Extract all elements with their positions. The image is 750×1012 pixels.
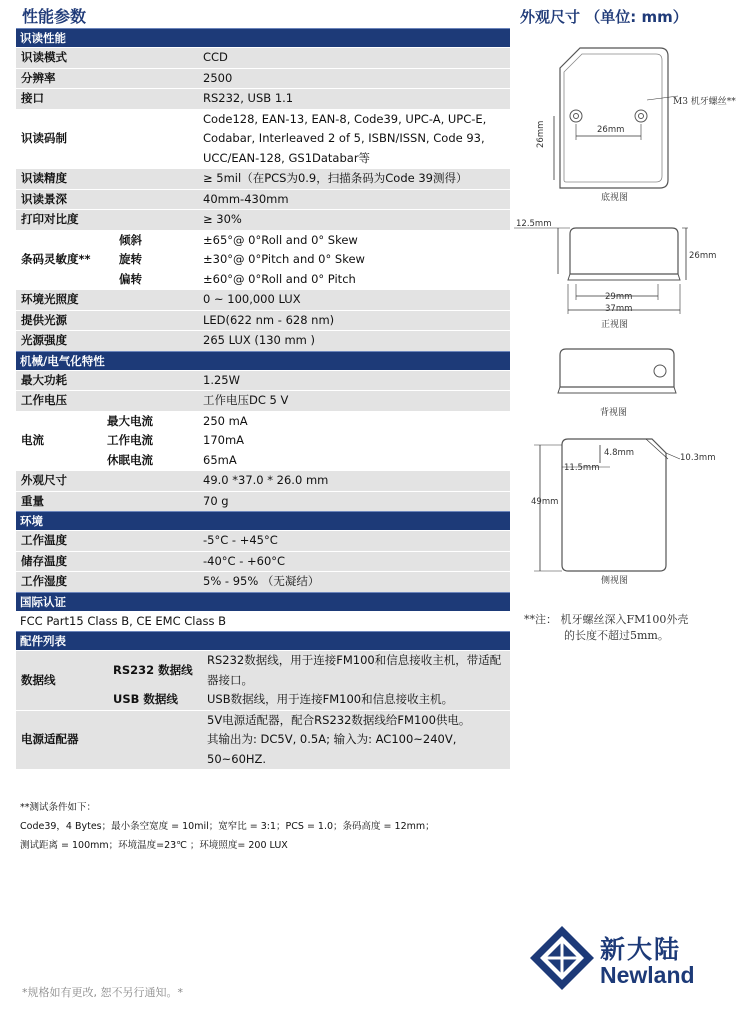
test-notes (20, 798, 435, 855)
row-value: 40mm-430mm (203, 191, 289, 206)
logo-cn: 新大陆 (600, 935, 682, 964)
sub-label: 休眠电流 (107, 452, 153, 467)
row-value: 5% - 95% （无凝结） (203, 574, 320, 588)
row-label: 工作湿度 (21, 574, 67, 588)
row-value: -5°C - +45°C (203, 533, 278, 547)
row-value: LED(622 nm - 628 nm) (203, 312, 335, 327)
row-value: 49.0 *37.0 * 26.0 mm (203, 473, 329, 487)
row-label: 打印对比度 (21, 212, 79, 226)
row-label: 提供光源 (21, 312, 67, 327)
table-row (16, 289, 510, 310)
row-value: ±65°@ 0°Roll and 0° Skew (203, 232, 358, 247)
bottom-view-caption: 底视图 (601, 193, 629, 203)
logo-en: Newland (600, 962, 695, 988)
footnote-line: **注： 机牙螺丝深入FM100外壳 (524, 613, 689, 626)
sub-label: 倾斜 (119, 232, 142, 247)
notes-line: Code39，4 Bytes；最小条空宽度 = 10mil；宽窄比 = 3:1；PCS = 1.0；条码高度 = 12mm； (20, 821, 435, 832)
dim-label: 26mm (536, 120, 546, 148)
row-label: 储存温度 (21, 553, 67, 568)
row-value: ±60°@ 0°Roll and 0° Pitch (203, 271, 356, 286)
row-value: 250 mA (203, 413, 248, 428)
spec-table (16, 28, 510, 769)
row-value: 50~60HZ. (207, 751, 267, 766)
dim-label: 10.3mm (680, 453, 716, 463)
row-label: 识读精度 (21, 171, 67, 185)
newland-logo-icon (528, 924, 596, 992)
row-value: 65mA (203, 452, 237, 467)
table-row (16, 88, 510, 109)
row-label: 光源强度 (21, 333, 67, 347)
footnote-line: 的长度不超过5mm。 (564, 629, 669, 642)
row-label: 分辨率 (21, 70, 56, 85)
row-value: ≥ 30% (203, 212, 242, 226)
row-value: Code128, EAN-13, EAN-8, Code39, UPC-A, UPC-E, Codabar, Interleaved 2 of 5, ISBN/ISSN, Code 93, UCC/EAN-128, GS1Databar等 (203, 111, 487, 165)
row-value: 170mA (203, 433, 245, 447)
table-row (16, 611, 510, 632)
table-row (16, 390, 510, 411)
row-label: 外观尺寸 (21, 473, 67, 487)
cert-value: FCC Part15 Class B, CE EMC Class B (20, 613, 227, 628)
section-mech: 机械/电气化特性 (16, 351, 510, 370)
dim-label: 12.5mm (516, 219, 552, 229)
row-label: 识读模式 (21, 50, 67, 64)
row-value: 2500 (203, 70, 233, 85)
row-value: 70 g (203, 493, 229, 508)
row-value: 5V电源适配器，配合RS232数据线给FM100供电。 (207, 712, 471, 727)
table-row (16, 370, 510, 391)
row-label: 环境光照度 (21, 292, 79, 306)
table-row (16, 230, 510, 290)
table-row (16, 530, 510, 551)
row-value: USB数据线，用于连接FM100和信息接收主机。 (207, 692, 454, 706)
sub-label: 最大电流 (107, 413, 153, 428)
table-row (16, 189, 510, 210)
row-value: 0 ~ 100,000 LUX (203, 292, 301, 306)
screw-label: M3 机牙螺丝** (673, 97, 736, 107)
row-value: 1.25W (203, 372, 240, 387)
table-row (16, 411, 510, 471)
section-cert: 国际认证 (16, 592, 510, 611)
sub-label: 工作电流 (107, 433, 153, 447)
row-label: 电源适配器 (21, 732, 79, 746)
row-label: 重量 (21, 493, 44, 508)
notes-title: **测试条件如下： (20, 802, 97, 813)
section-acc: 配件列表 (16, 631, 510, 650)
table-row (16, 710, 510, 770)
dim-label: 4.8mm (604, 448, 635, 458)
section-env: 环境 (16, 511, 510, 530)
row-value: 其输出为: DC5V, 0.5A; 输入为: AC100~240V, (207, 732, 457, 746)
dim-label: 37mm (605, 304, 633, 314)
front-view-caption: 正视图 (601, 320, 629, 330)
row-label: 条码灵敏度** (21, 252, 91, 266)
table-row (16, 571, 510, 592)
table-row (16, 47, 510, 68)
row-label: 电流 (21, 433, 44, 447)
table-row (16, 650, 510, 710)
section-reading: 识读性能 (16, 28, 510, 47)
sub-label: 偏转 (119, 271, 142, 286)
notes-line: 测试距离 = 100mm；环境温度=23℃ ；环境照度= 200 LUX (20, 840, 288, 851)
table-row (16, 470, 510, 491)
side-view-caption: 侧视图 (601, 576, 629, 586)
dim-label: 26mm (597, 125, 625, 135)
table-row (16, 68, 510, 89)
row-label: 识读码制 (21, 131, 67, 145)
table-row (16, 330, 510, 351)
row-label: 数据线 (21, 672, 56, 687)
sub-label: USB 数据线 (113, 692, 178, 706)
table-row (16, 168, 510, 189)
spec-title: 性能参数 (22, 7, 87, 26)
row-value: ±30°@ 0°Pitch and 0° Skew (203, 252, 365, 266)
disclaimer: *规格如有更改, 恕不另行通知。* (22, 986, 183, 999)
row-label: 接口 (21, 91, 44, 105)
row-value: ≥ 5mil（在PCS为0.9，扫描条码为Code 39测得） (203, 171, 468, 185)
table-row (16, 109, 510, 169)
sub-label: RS232 数据线 (113, 662, 193, 677)
sub-label: 旋转 (119, 252, 142, 266)
row-value: RS232数据线，用于连接FM100和信息接收主机，带适配器接口。 (207, 653, 502, 687)
row-value: 265 LUX (130 mm ) (203, 333, 316, 347)
table-row (16, 491, 510, 512)
table-row (16, 551, 510, 572)
row-value: CCD (203, 50, 228, 64)
screw-footnote (524, 612, 688, 644)
bottom-view-drawing (530, 40, 750, 200)
dim-label: 29mm (605, 292, 633, 302)
dim-label: 49mm (531, 497, 559, 507)
appearance-title: 外观尺寸 （单位: mm） (520, 8, 688, 26)
row-value: -40°C - +60°C (203, 553, 286, 568)
row-label: 最大功耗 (21, 372, 67, 387)
table-row (16, 310, 510, 331)
table-row (16, 209, 510, 230)
row-label: 识读景深 (21, 191, 67, 206)
back-view-drawing (550, 345, 700, 405)
dim-label: 11.5mm (564, 463, 600, 473)
row-label: 工作温度 (21, 533, 67, 547)
row-label: 工作电压 (21, 393, 67, 407)
row-value: RS232, USB 1.1 (203, 91, 294, 105)
back-view-caption: 背视图 (600, 408, 628, 418)
row-value: 工作电压DC 5 V (203, 393, 289, 407)
dim-label: 26mm (689, 251, 717, 261)
